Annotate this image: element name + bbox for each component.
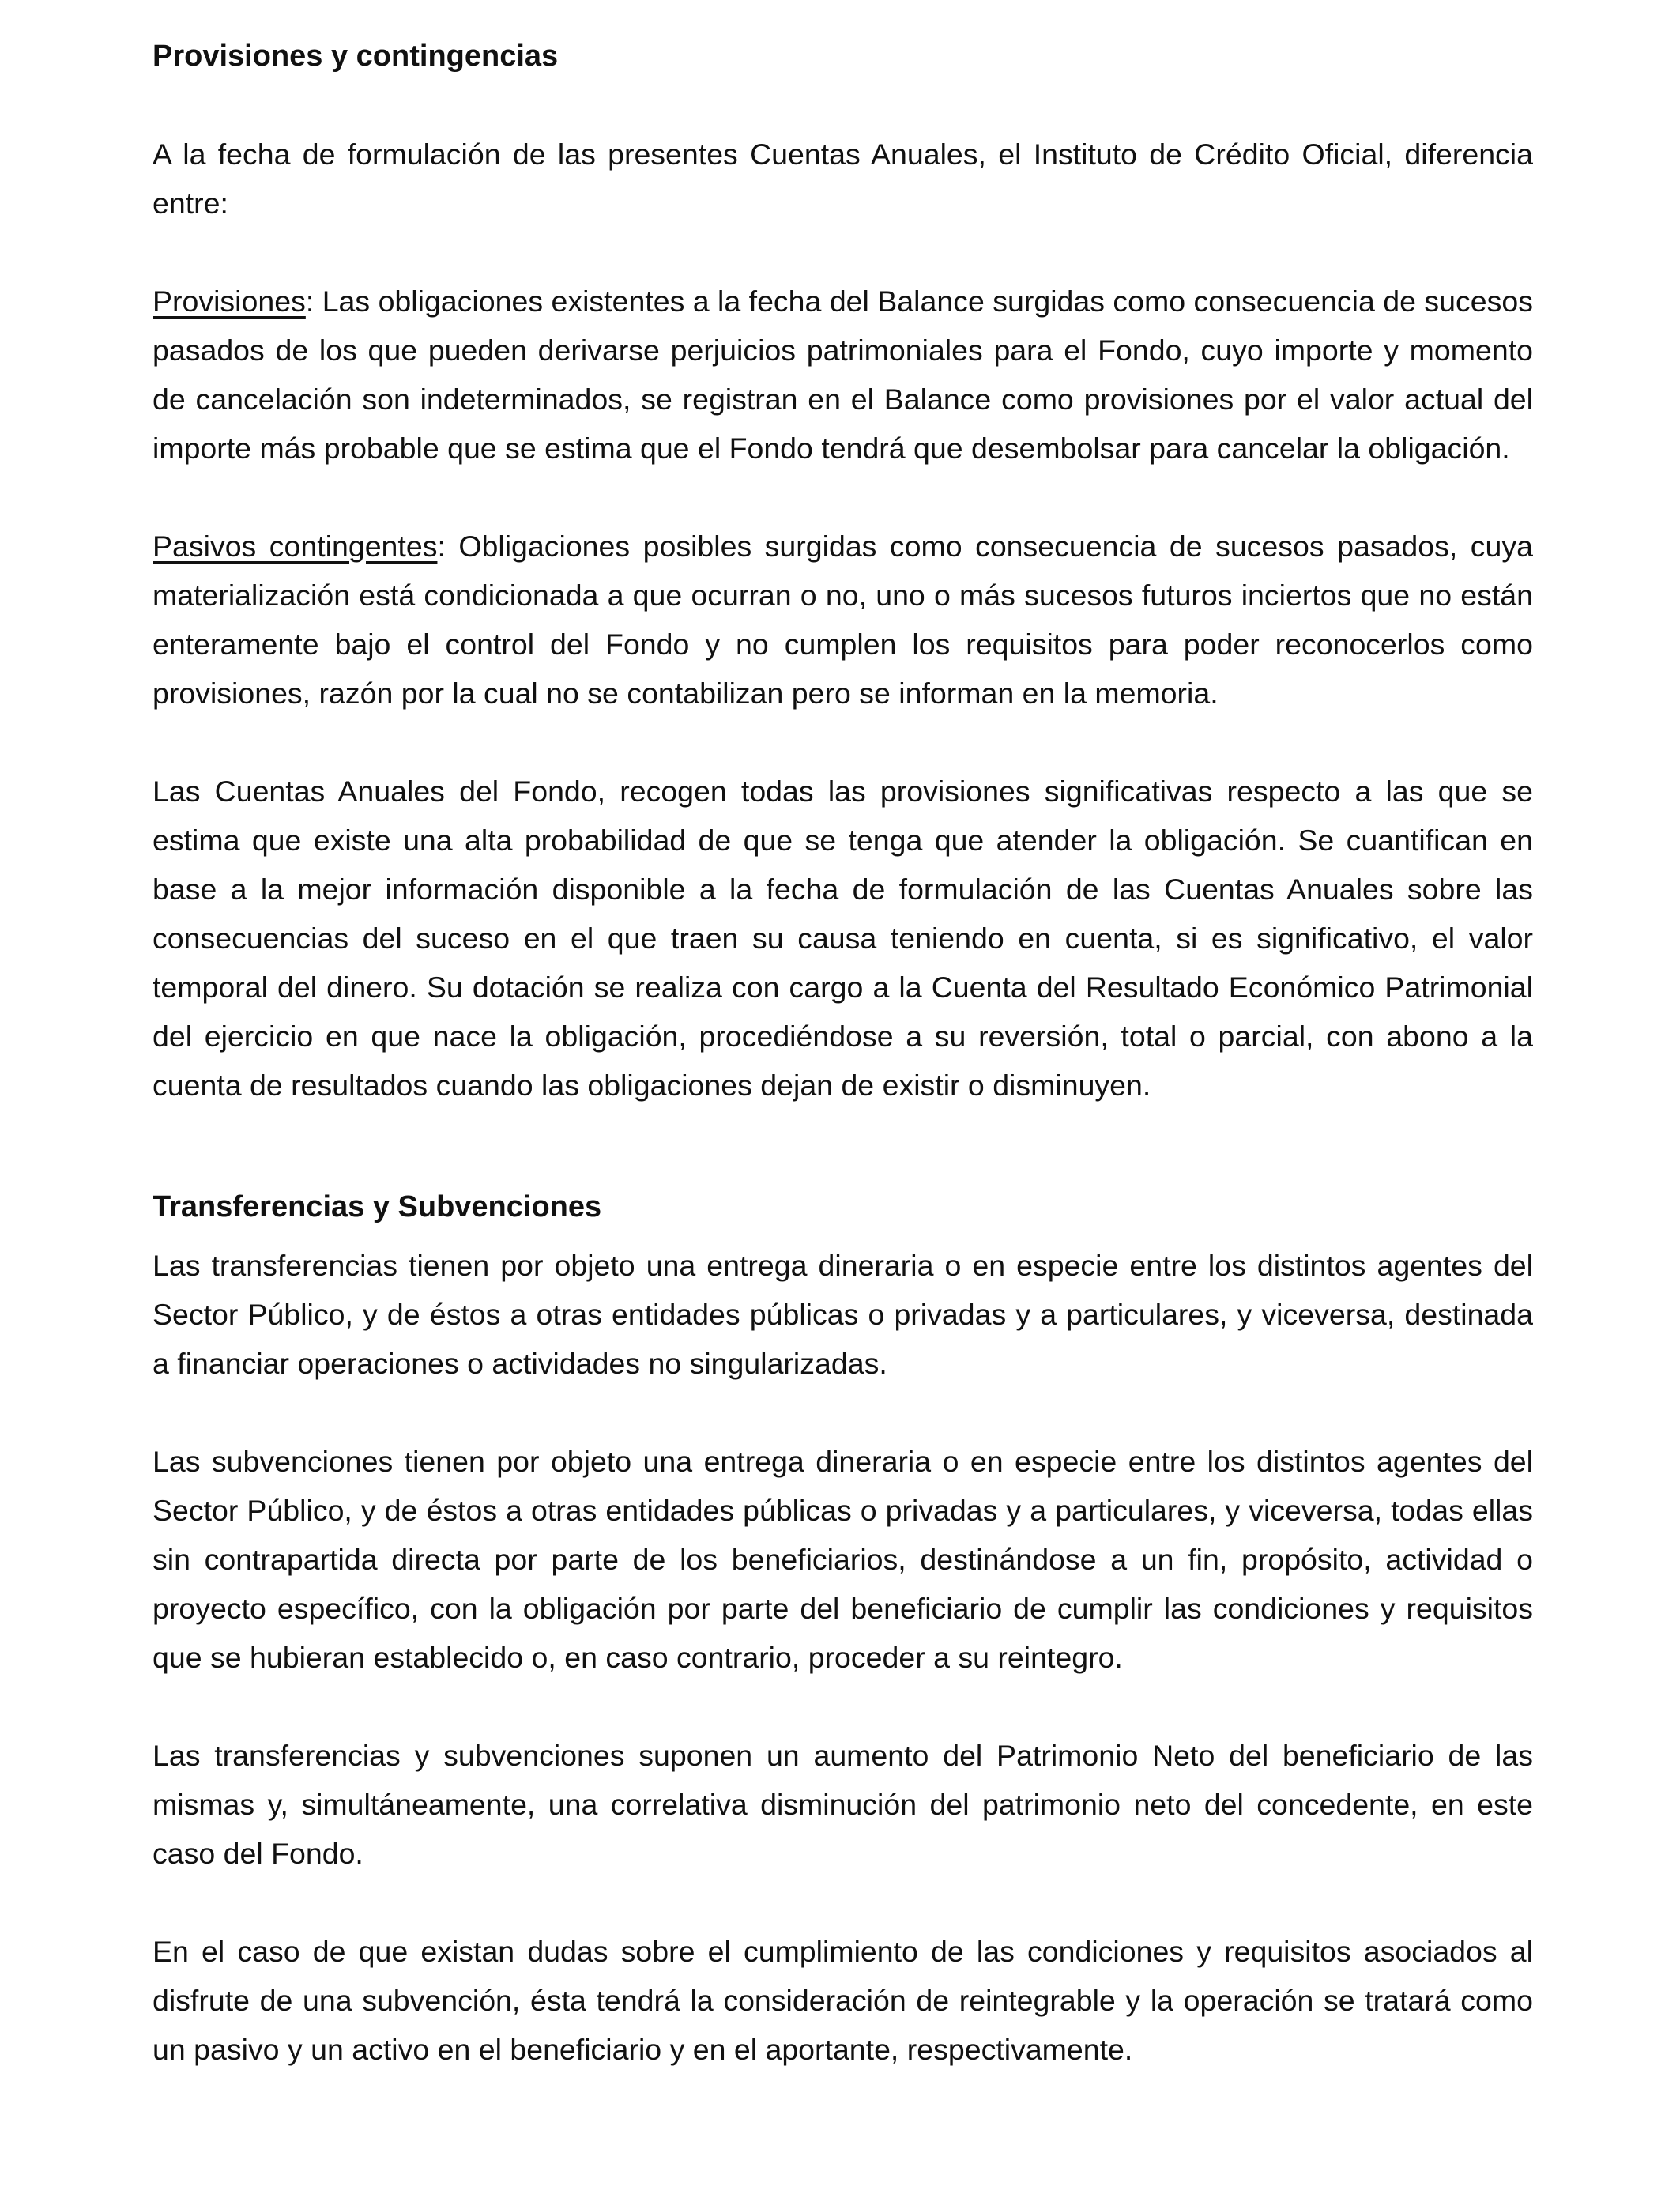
section-heading-transferencias: Transferencias y Subvenciones <box>153 1190 602 1223</box>
definition-pasivos-contingentes <box>153 522 1533 718</box>
definition-text: : Obligaciones posibles surgidas como consecuencia de sucesos pasados, cuya materialización está condicionada a que ocurran o no, uno o más sucesos futuros inciertos que no están enteramente bajo el control del Fondo y no cumplen los requisitos para poder reconocerlos como provisiones, razón por la cual no se contabilizan pero se informan en la memoria. <box>153 530 1533 710</box>
paragraph-patrimonio: Las transferencias y subvenciones suponen un aumento del Patrimonio Neto del beneficiario de las mismas y, simultáneamente, una correlativa disminución del patrimonio neto del concedente, en este caso del Fondo. <box>153 1739 1533 1870</box>
paragraph-transferencias: Las transferencias tienen por objeto una entrega dineraria o en especie entre los distintos agentes del Sector Público, y de éstos a otras entidades públicas o privadas y a particulares, y viceversa, destinada a financiar operaciones o actividades no singularizadas. <box>153 1249 1533 1380</box>
paragraph-reintegrable: En el caso de que existan dudas sobre el cumplimiento de las condiciones y requisitos asociados al disfrute de una subvención, ésta tendrá la consideración de reintegrable y la operación se tratará como un pasivo y un activo en el beneficiario y en el aportante, respectivamente. <box>153 1935 1533 2066</box>
definition-text: : Las obligaciones existentes a la fecha del Balance surgidas como consecuencia de sucesos pasados de los que pueden derivarse perjuicios patrimoniales para el Fondo, cuyo importe y momento de cancelación son indeterminados, se registran en el Balance como provisiones por el valor actual del importe más probable que se estima que el Fondo tendrá que desembolsar para cancelar la obligación. <box>153 285 1533 465</box>
section-heading-provisiones: Provisiones y contingencias <box>153 40 559 73</box>
intro-paragraph: A la fecha de formulación de las presentes Cuentas Anuales, el Instituto de Crédito Oficial, diferencia entre: <box>153 138 1533 220</box>
closing-paragraph: Las Cuentas Anuales del Fondo, recogen todas las provisiones significativas respecto a las que se estima que existe una alta probabilidad de que se tenga que atender la obligación. Se cuantifican en base a la mejor información disponible a la fecha de formulación de las Cuentas Anuales sobre las consecuencias del suceso en el que traen su causa teniendo en cuenta, si es significativo, el valor temporal del dinero. Su dotación se realiza con cargo a la Cuenta del Resultado Económico Patrimonial del ejercicio en que nace la obligación, procediéndose a su reversión, total o parcial, con abono a la cuenta de resultados cuando las obligaciones dejan de existir o disminuyen. <box>153 775 1533 1102</box>
term-pasivos-contingentes: Pasivos contingentes <box>153 530 438 563</box>
definition-provisiones <box>153 277 1533 473</box>
paragraph-subvenciones: Las subvenciones tienen por objeto una entrega dineraria o en especie entre los distintos agentes del Sector Público, y de éstos a otras entidades públicas o privadas y a particulares, y viceversa, todas ellas sin contrapartida directa por parte de los beneficiarios, destinándose a un fin, propósito, actividad o proyecto específico, con la obligación por parte del beneficiario de cumplir las condiciones y requisitos que se hubieran establecido o, en caso contrario, proceder a su reintegro. <box>153 1445 1533 1674</box>
term-provisiones: Provisiones <box>153 285 306 318</box>
document-body <box>153 32 1533 2074</box>
